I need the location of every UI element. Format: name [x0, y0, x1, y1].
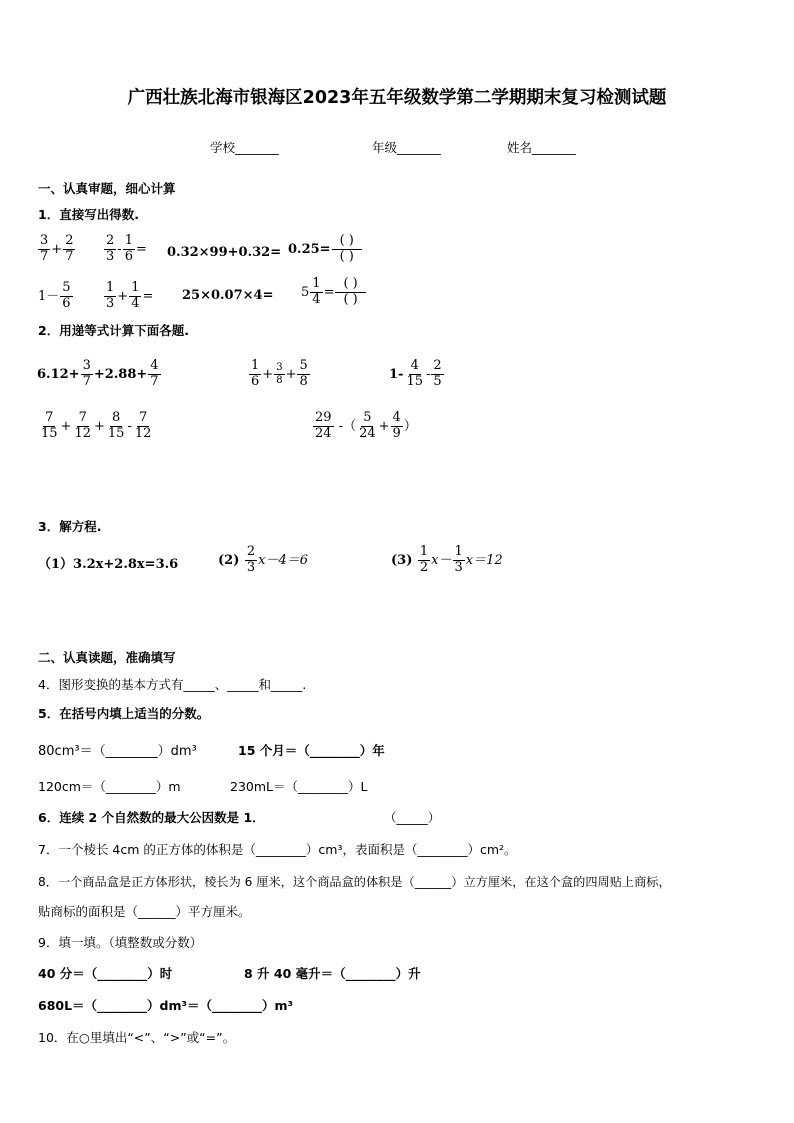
q7-text: 7．一个棱长 4cm 的正方体的体积是（________）cm³，表面积是（________）cm²。 [38, 842, 517, 857]
q9-item-b: 8 升 40 毫升＝（________）升 [244, 966, 421, 981]
q2-expr-1: 6.12+ $\frac{3}{7}$ +2.88+ $\frac{4}{7}$ [37, 358, 159, 389]
q1-item-7: 25×0.07×4= [182, 288, 274, 303]
q1-item-8: 5 $\frac{1}{4}$ = $\frac{( )}{( )}$ [301, 277, 367, 308]
q1-item-6: $\frac{1}{3}$ + $\frac{1}{4}$ = [106, 280, 154, 311]
q10-text: 10．在○里填出“<”、“>”或“=”。 [38, 1030, 236, 1045]
q1-item-3: 0.32×99+0.32= [167, 245, 282, 260]
q9-item-a: 40 分＝（________）时 [38, 966, 173, 981]
q6-text: 6．连续 2 个自然数的最大公因数是 1． [38, 810, 265, 825]
q1-item-5: 1－ $\frac{5}{6}$ [38, 280, 71, 311]
q3-problem-1: （1）3.2x+2.8x=3.6 [38, 557, 179, 572]
q4-text: 4．图形变换的基本方式有_____、_____和_____. [38, 677, 307, 692]
q3-problem-2: (2) $\frac{2}{3}$ x－4＝6 [218, 544, 309, 575]
page-title: 广西壮族北海市银海区2023年五年级数学第二学期期末复习检测试题 [127, 88, 667, 108]
q1-item-1: $\frac{3}{7}$ + $\frac{2}{7}$ [40, 233, 74, 264]
q5-item-c: 120cm＝（________）m [38, 779, 181, 794]
q1-item-4: 0.25= $\frac{( )}{( )}$ [288, 234, 363, 265]
q9-item-c: 680L＝（________）dm³＝（________）m³ [38, 998, 294, 1013]
q2-expr-4: $\frac{7}{15}$ + $\frac{7}{12}$ + $\frac{8}{15}$ - $\frac{7}{12}$ [41, 410, 152, 441]
section-1-heading: 一、认真审题，细心计算 [38, 181, 176, 196]
name-field[interactable]: 姓名_______ [507, 140, 576, 155]
q5-label: 5．在括号内填上适当的分数。 [38, 706, 210, 721]
q8-line-1: 8．一个商品盒是正方体形状，棱长为 6 厘米，这个商品盒的体积是（______）立方厘米，在这个盒的四周贴上商标， [38, 875, 671, 889]
q2-expr-2: $\frac{1}{6}$ + $\frac{3}{8}$ + $\frac{5}{8}$ [251, 358, 308, 389]
q1-label: 1．直接写出得数. [38, 207, 139, 222]
q2-label: 2．用递等式计算下面各题. [38, 323, 189, 338]
q5-item-d: 230mL＝（________）L [230, 779, 368, 794]
school-field[interactable]: 学校_______ [210, 140, 279, 155]
q6-answer-blank[interactable]: （_____） [384, 810, 441, 825]
q9-label: 9．填一填。（填整数或分数） [38, 935, 203, 950]
grade-field[interactable]: 年级_______ [372, 140, 441, 155]
q3-label: 3．解方程. [38, 519, 102, 534]
q1-item-2: $\frac{2}{3}$ - $\frac{1}{6}$ = [106, 233, 147, 264]
q2-expr-5: $\frac{29}{24}$ -（ $\frac{5}{24}$ + $\frac{4}{9}$ ） [315, 410, 417, 441]
q5-item-b: 15 个月＝（________）年 [238, 743, 385, 758]
q3-problem-3: (3) $\frac{1}{2}$ x－ $\frac{1}{3}$ x＝12 [391, 544, 503, 575]
section-2-heading: 二、认真读题，准确填写 [38, 650, 176, 665]
q2-expr-3: 1- $\frac{4}{15}$ - $\frac{2}{5}$ [389, 358, 442, 389]
q5-item-a: 80cm³＝（________）dm³ [38, 744, 197, 759]
q8-line-2: 贴商标的面积是（______）平方厘米。 [38, 904, 251, 919]
